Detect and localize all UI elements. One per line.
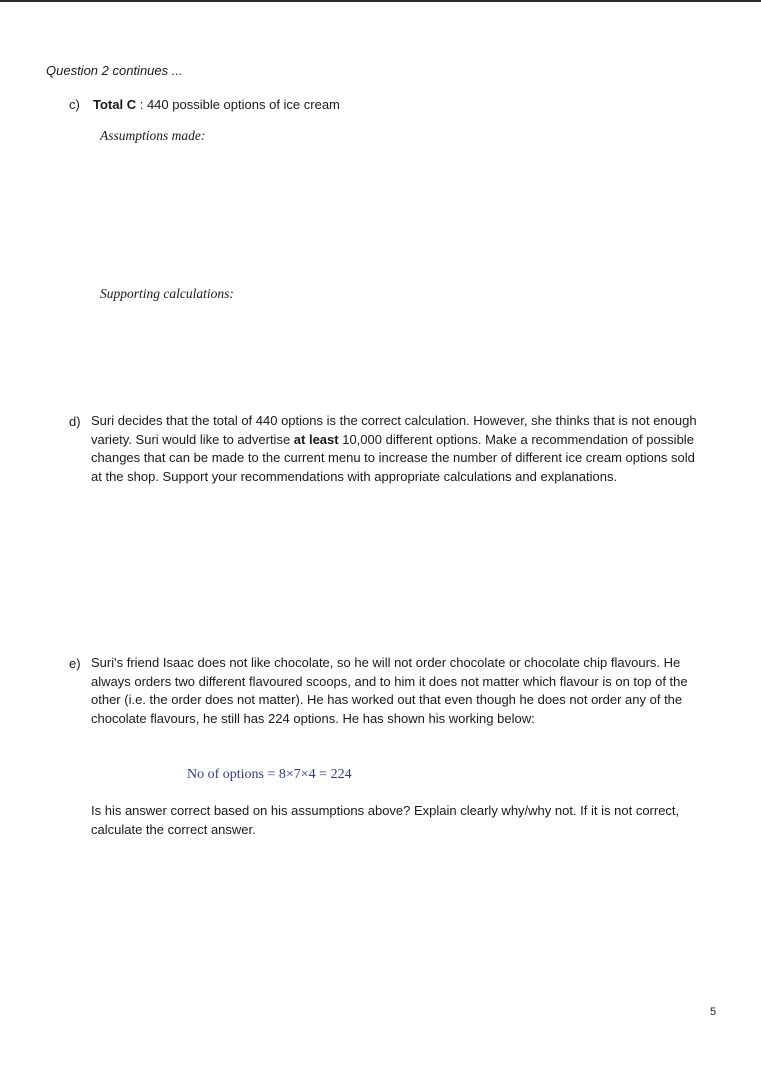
part-c-total-text: : 440 possible options of ice cream [139, 97, 340, 112]
assumptions-label: Assumptions made: [100, 128, 206, 143]
part-c-label: c) [69, 97, 80, 112]
part-d-label: d) [69, 414, 81, 429]
part-e-paragraph: Suri's friend Isaac does not like chocolate, so he will not order chocolate or chocolate chip flavours. He always orders two different flavoured scoops, and to him it does not matter which flavour is on top of the other (i.e. the order does not matter). He has worked out that even though he does not order any of the chocolate flavours, he still has 224 options. He has shown his working below: [91, 655, 688, 726]
part-e-label: e) [69, 656, 81, 671]
top-border-line [0, 0, 761, 2]
question-continues-heading: Question 2 continues ... [46, 63, 183, 78]
page-number: 5 [710, 1006, 717, 1018]
part-c-total-label: Total C [93, 97, 137, 112]
isaac-formula: No of options = 8×7×4 = 224 [187, 767, 352, 782]
supporting-calculations-label: Supporting calculations: [100, 286, 234, 301]
part-e-question: Is his answer correct based on his assumptions above? Explain clearly why/why not. If it is not correct, calculate the correct answer. [91, 803, 680, 837]
part-d-bold-at-least: at least [293, 431, 339, 447]
part-d-paragraph: Suri decides that the total of 440 options is the correct calculation. However, she thinks that is not enough variety. Suri would like to advertise at least 10,000 different options. Make a recommendation of possible changes that can be made to the current menu to increase the number of different ice cream options sold at the shop. Support your recommendations with appropriate calculations and explanations. [91, 413, 697, 484]
part-c-line [69, 95, 340, 114]
